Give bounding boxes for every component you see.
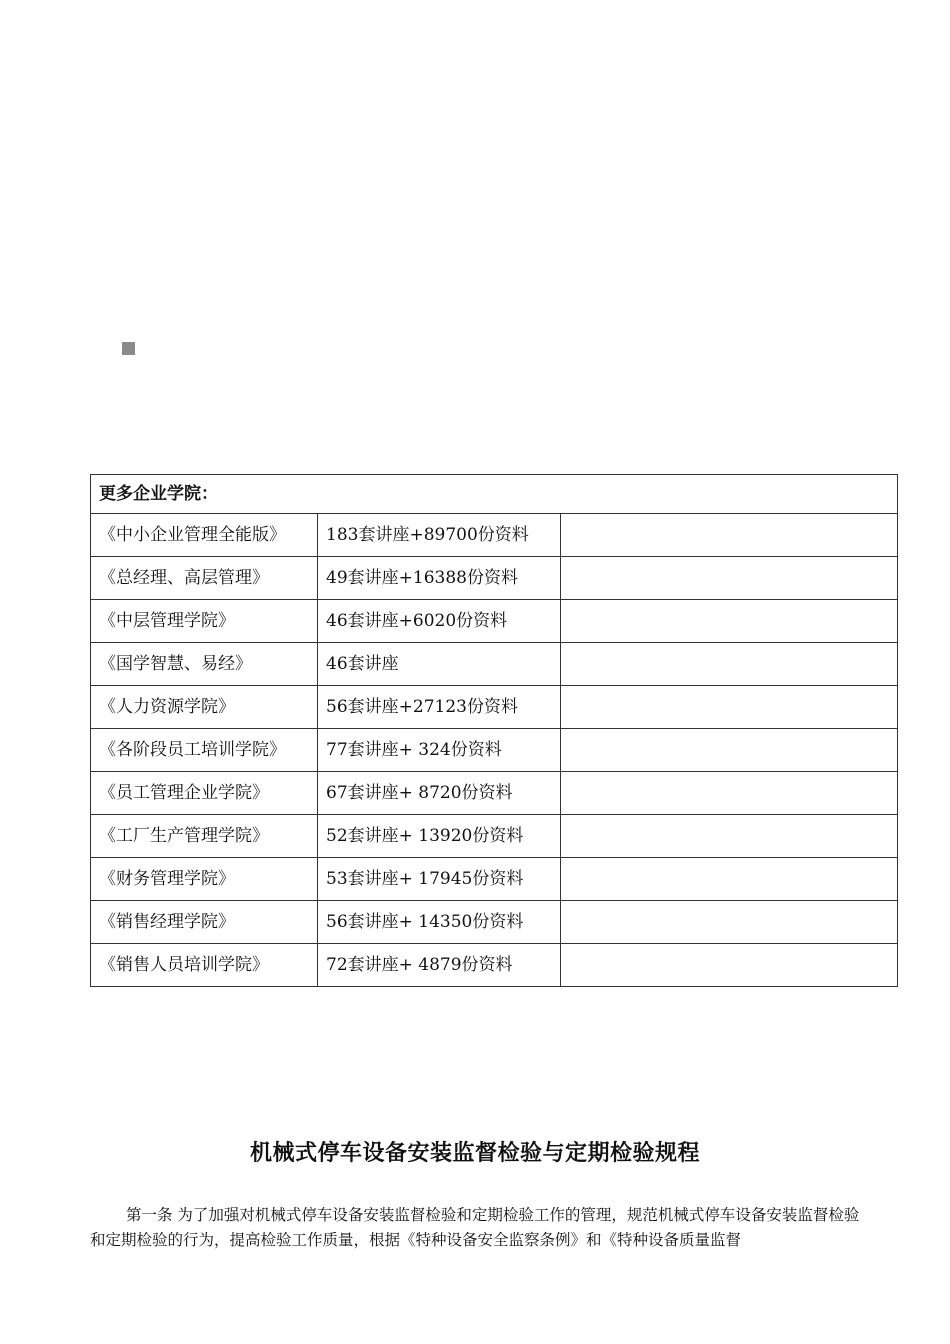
table-row [91,643,898,686]
table-row [91,729,898,772]
course-extra-cell [561,815,898,858]
course-extra-cell [561,944,898,987]
course-extra-cell [561,600,898,643]
table-row [91,815,898,858]
table-row [91,772,898,815]
table-row [91,686,898,729]
course-extra-cell [561,858,898,901]
course-desc-cell: 67套讲座+ 8720份资料 [318,772,561,815]
course-extra-cell [561,686,898,729]
course-extra-cell [561,643,898,686]
course-name-cell: 《中层管理学院》 [91,600,318,643]
course-desc-cell: 46套讲座+6020份资料 [318,600,561,643]
course-name-cell: 《国学智慧、易经》 [91,643,318,686]
course-desc-cell: 52套讲座+ 13920份资料 [318,815,561,858]
course-name-cell: 《员工管理企业学院》 [91,772,318,815]
course-desc-cell: 56套讲座+ 14350份资料 [318,901,561,944]
course-desc-cell: 183套讲座+89700份资料 [318,514,561,557]
document-title: 机械式停车设备安装监督检验与定期检验规程 [249,1140,700,1166]
course-name-cell: 《工厂生产管理学院》 [91,815,318,858]
course-name-cell: 《销售经理学院》 [91,901,318,944]
course-name-cell: 《财务管理学院》 [91,858,318,901]
table-header-row [91,475,898,514]
course-name-cell: 《总经理、高层管理》 [91,557,318,600]
table-row [91,944,898,987]
course-desc-cell: 49套讲座+16388份资料 [318,557,561,600]
table-row [91,557,898,600]
table-row [91,600,898,643]
course-name-cell: 《各阶段员工培训学院》 [91,729,318,772]
course-desc-cell: 53套讲座+ 17945份资料 [318,858,561,901]
course-name-cell: 《中小企业管理全能版》 [91,514,318,557]
course-desc-cell: 56套讲座+27123份资料 [318,686,561,729]
courses-table [90,474,898,987]
bullet-square-icon [122,342,135,355]
course-extra-cell [561,514,898,557]
course-extra-cell [561,557,898,600]
table-row [91,901,898,944]
table-row [91,514,898,557]
course-name-cell: 《销售人员培训学院》 [91,944,318,987]
course-extra-cell [561,901,898,944]
course-name-cell: 《人力资源学院》 [91,686,318,729]
table-row [91,858,898,901]
course-extra-cell [561,729,898,772]
course-desc-cell: 46套讲座 [318,643,561,686]
document-paragraph: 第一条 为了加强对机械式停车设备安装监督检验和定期检验工作的管理，规范机械式停车设备安装监督检验和定期检验的行为，提高检验工作质量，根据《特种设备安全监察条例》和《特种设备质量监督 [90,1206,860,1249]
course-desc-cell: 72套讲座+ 4879份资料 [318,944,561,987]
course-extra-cell [561,772,898,815]
course-desc-cell: 77套讲座+ 324份资料 [318,729,561,772]
table-header: 更多企业学院： [91,475,898,514]
